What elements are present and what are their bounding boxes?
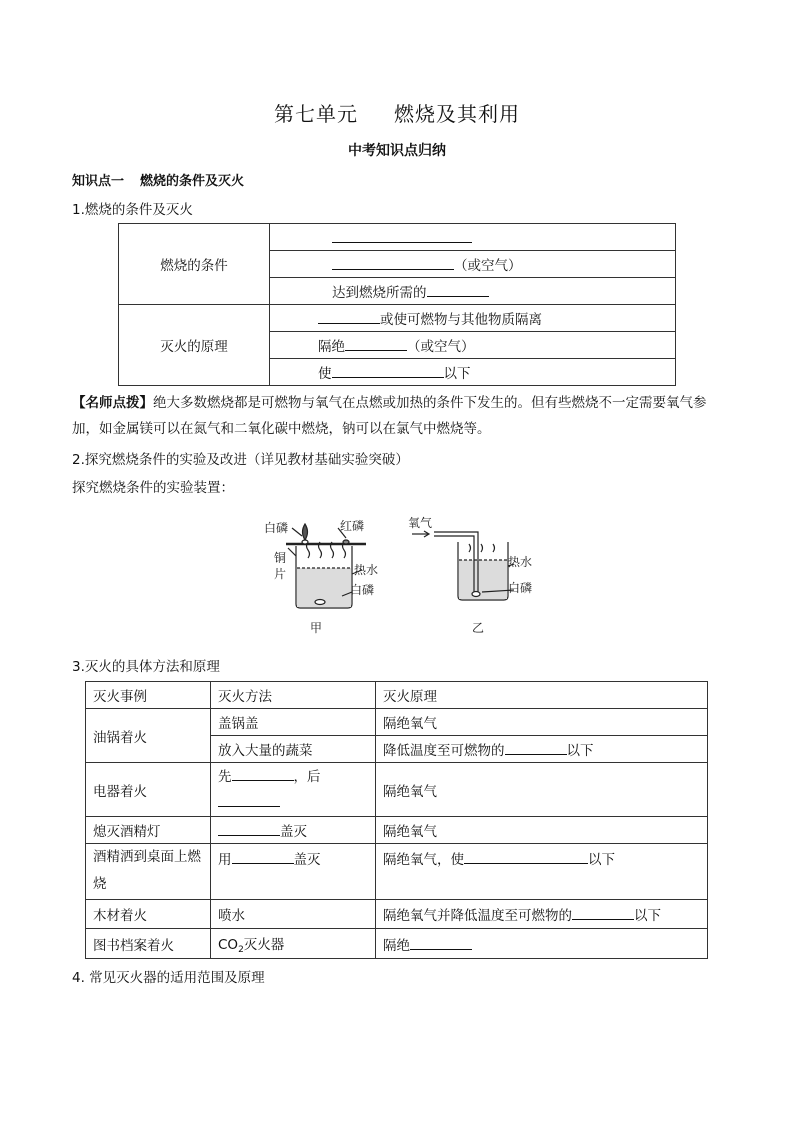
blank-field[interactable]: [410, 935, 472, 950]
method-co2-extinguisher: $CO_2$灭火器: [211, 929, 376, 959]
section1-heading: 1.燃烧的条件及灭火: [72, 202, 193, 218]
blank-field[interactable]: [464, 849, 588, 864]
ext-row-3: 使 以下: [270, 359, 676, 386]
page-subtitle: 中考知识点归纳: [348, 143, 446, 159]
blank-field[interactable]: [505, 740, 567, 755]
method-spray-water: 喷水: [211, 900, 376, 929]
blank-field[interactable]: [572, 905, 634, 920]
case-oil-pan: 油锅着火: [86, 709, 211, 763]
ext-row-1: 或使可燃物与其他物质隔离: [270, 305, 676, 332]
header-method: 灭火方法: [211, 682, 376, 709]
knowledge-point-heading: [72, 170, 244, 189]
label-white-phosphorus: 白磷: [264, 521, 289, 535]
case-wood: 木材着火: [86, 900, 211, 929]
method-alcohol-lamp: 盖灭: [211, 817, 376, 844]
principle-electrical: 隔绝氧气: [376, 763, 708, 817]
blank-field[interactable]: [427, 282, 489, 297]
label-red-phosphorus: 红磷: [340, 519, 365, 533]
section2-heading: 2.探究燃烧条件的实验及改进（详见教材基础实验突破）: [72, 452, 409, 468]
burn-row-1: [270, 224, 676, 251]
label-hot-water-b: 热水: [508, 555, 533, 569]
label-hot-water-a: 热水: [354, 563, 379, 577]
label-copper-2: 片: [274, 567, 287, 581]
knowledge-point-label: 知识点一: [72, 174, 125, 189]
method-pot-lid: 盖锅盖: [211, 709, 376, 736]
header-principle: 灭火原理: [376, 682, 708, 709]
case-alcohol-lamp: 熄灭酒精灯: [86, 817, 211, 844]
teacher-tip: [72, 390, 732, 442]
ext-row-2: 隔绝 （或空气）: [270, 332, 676, 359]
burn-row-3: 达到燃烧所需的: [270, 278, 676, 305]
principle-alcohol-lamp: 隔绝氧气: [376, 817, 708, 844]
experiment-apparatus-figure: [262, 512, 552, 642]
flame: [303, 524, 308, 540]
label-white-phosphorus-bottom: 白磷: [350, 583, 375, 597]
knowledge-point-title: 燃烧的条件及灭火: [140, 174, 245, 189]
blank-field[interactable]: [218, 792, 280, 807]
blank-field[interactable]: [332, 228, 472, 243]
case-alcohol-spill: 酒精洒到桌面上燃烧: [86, 844, 211, 900]
blank-field[interactable]: [332, 255, 454, 270]
case-electrical: 电器着火: [86, 763, 211, 817]
method-electrical: 先 ，后: [211, 763, 376, 817]
section4-heading: 4. 常见灭火器的适用范围及原理: [72, 970, 265, 986]
page-title: [0, 98, 794, 127]
blank-field[interactable]: [232, 849, 294, 864]
label-apparatus-b: 乙: [472, 621, 485, 635]
label-copper-1: 铜: [274, 551, 287, 565]
blank-field[interactable]: [318, 309, 380, 324]
header-case: 灭火事例: [86, 682, 211, 709]
method-alcohol-spill: 用 盖灭: [211, 844, 376, 900]
principle-wood: 隔绝氧气并降低温度至可燃物的 以下: [376, 900, 708, 929]
blank-field[interactable]: [332, 363, 444, 378]
extinguishing-methods-table: [85, 681, 708, 959]
blank-field[interactable]: [218, 821, 280, 836]
label-oxygen: 氧气: [408, 516, 433, 530]
principle-alcohol-spill: 隔绝氧气，使 以下: [376, 844, 708, 900]
section2-subheading: 探究燃烧条件的实验装置：: [72, 480, 234, 496]
hot-water-b: [459, 560, 507, 599]
tip-text: 绝大多数燃烧都是可燃物与氧气在点燃或加热的条件下发生的。但有些燃烧不一定需要氧气参加，如金属镁可以在氮气和二氧化碳中燃烧，钠可以在氯气中燃烧等。: [72, 395, 707, 437]
burn-row-2: （或空气）: [270, 251, 676, 278]
section3-heading: 3.灭火的具体方法和原理: [72, 659, 220, 675]
principle-isolate-oxygen: 隔绝氧气: [376, 709, 708, 736]
title-unit: 第七单元: [274, 102, 358, 126]
burn-conditions-label: 燃烧的条件: [119, 224, 270, 305]
principle-lower-temp: 降低温度至可燃物的 以下: [376, 736, 708, 763]
extinguish-principle-label: 灭火的原理: [119, 305, 270, 386]
blank-field[interactable]: [345, 336, 407, 351]
blank-field[interactable]: [232, 766, 294, 781]
burning-conditions-table: [118, 223, 676, 386]
principle-archives: 隔绝: [376, 929, 708, 959]
tip-label: 【名师点拨】: [72, 395, 153, 411]
case-archives: 图书档案着火: [86, 929, 211, 959]
label-apparatus-a: 甲: [310, 621, 323, 635]
label-white-phosphorus-b: 白磷: [508, 581, 533, 595]
title-topic: 燃烧及其利用: [394, 102, 520, 126]
method-vegetables: 放入大量的蔬菜: [211, 736, 376, 763]
